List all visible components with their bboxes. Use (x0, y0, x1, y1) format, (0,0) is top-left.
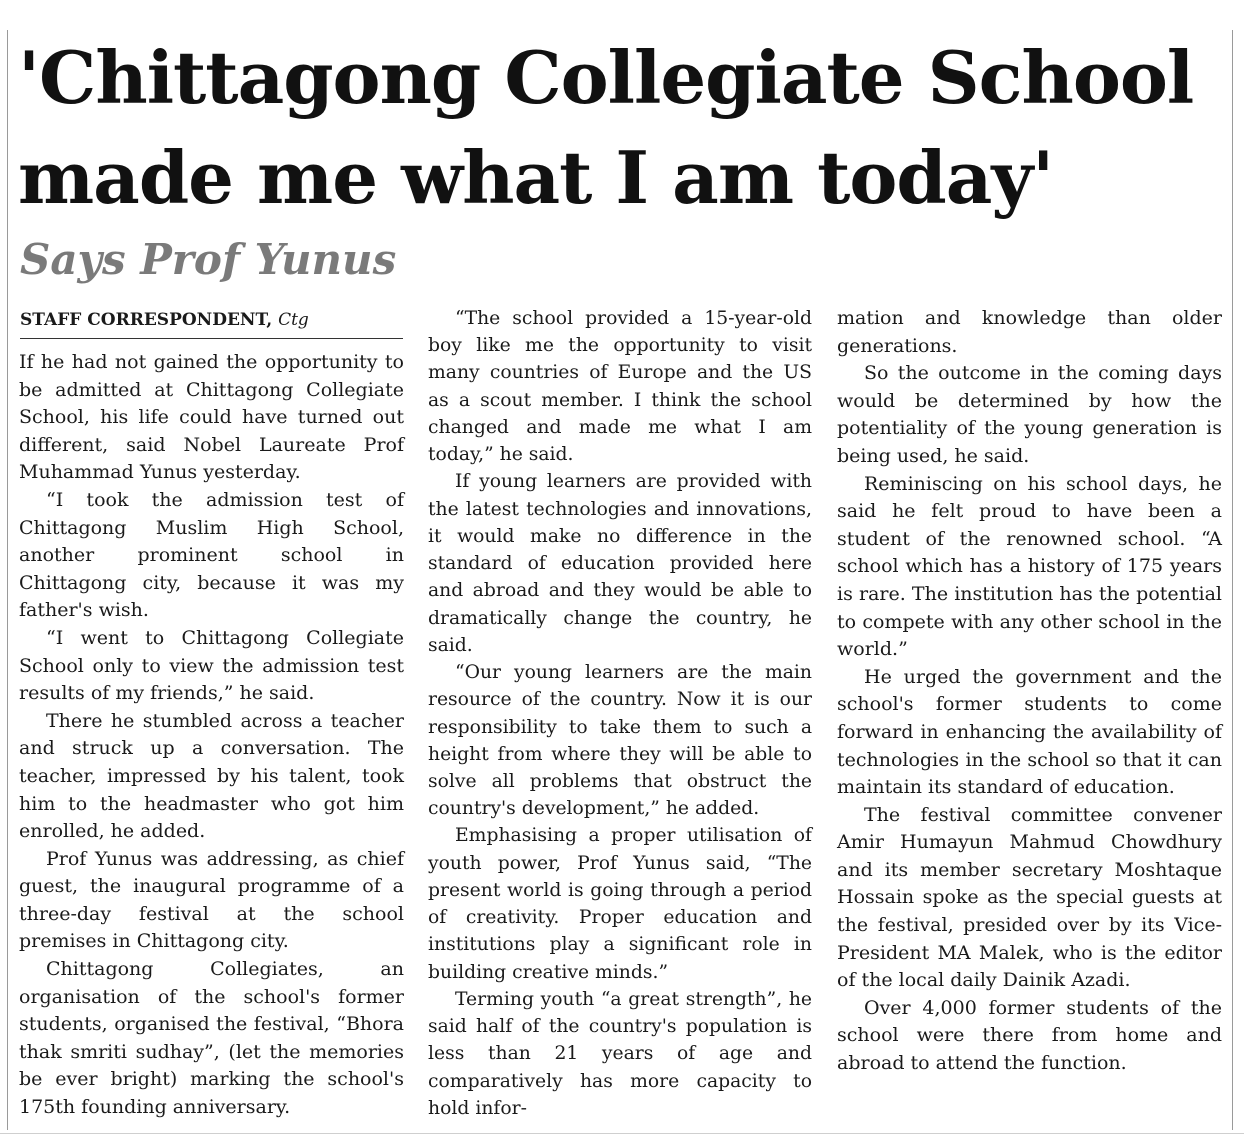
paragraph: If young learners are provided with the latest technologies and innovations, it would make no difference in the standard of education provided here and abroad and they would be able to dramatically change the country, he said. (428, 471, 812, 656)
article-column-2 (428, 305, 812, 1122)
subheadline: Says Prof Yunus (20, 235, 397, 284)
right-column-rule (1232, 30, 1233, 1130)
byline (20, 308, 403, 339)
paragraph: So the outcome in the coming days would be determined by how the potentiality of the young generation is being used, he said. (837, 362, 1222, 467)
headline (18, 28, 1228, 228)
paragraph: Reminiscing on his school days, he said he felt proud to have been a student of the renowned school. “A school which has a history of 175 years is rare. The institution has the potential to compete with any other school in the world.” (837, 472, 1222, 661)
article-column-1 (19, 349, 404, 1122)
bottom-rule (0, 1133, 1244, 1134)
paragraph: The festival committee convener Amir Humayun Mahmud Chowdhury and its member secretary Moshtaque Hossain spoke as the special guests at the festival, presided over by its Vice-President MA Malek, who is the editor of the local daily Dainik Azadi. (837, 803, 1222, 992)
headline-line-1: 'Chittagong Collegiate School (18, 35, 1194, 120)
paragraph: “I went to Chittagong Collegiate School only to view the admission test results of my friends,” he said. (19, 626, 404, 705)
paragraph: There he stumbled across a teacher and struck up a conversation. The teacher, impressed by his talent, took him to the headmaster who got him enrolled, he added. (19, 709, 404, 843)
paragraph: “I took the admission test of Chittagong Muslim High School, another prominent school in Chittagong city, because it was my father's wish. (19, 488, 404, 622)
byline-name: STAFF CORRESPONDENT, (20, 310, 273, 330)
paragraph: Over 4,000 former students of the school were there from home and abroad to attend the function. (837, 996, 1222, 1075)
paragraph: “Our young learners are the main resource of the country. Now it is our responsibility to take them to such a height from where they will be able to solve all problems that obstruct the country's development,” he added. (428, 662, 812, 820)
paragraph: “The school provided a 15-year-old boy like me the opportunity to visit many countries of Europe and the US as a scout member. I think the school changed and made me what I am today,” he said. (428, 308, 812, 466)
paragraph: Emphasising a proper utilisation of youth power, Prof Yunus said, “The present world is going through a period of creativity. Proper education and institutions play a significant role in building creative minds.” (428, 825, 812, 983)
paragraph: If he had not gained the opportunity to be admitted at Chittagong Collegiate School, his life could have turned out different, said Nobel Laureate Prof Muhammad Yunus yesterday. (19, 351, 404, 484)
paragraph: Chittagong Collegiates, an organisation of the school's former students, organised the festival, “Bhora thak smriti sudhay”, (let the memories be ever bright) marking the school's 175th founding anniversary. (19, 958, 404, 1119)
article-column-3 (837, 305, 1222, 1078)
paragraph: Prof Yunus was addressing, as chief guest, the inaugural programme of a three-day festival at the school premises in Chittagong city. (19, 847, 404, 953)
left-column-rule (7, 30, 8, 1130)
paragraph: He urged the government and the school's former students to come forward in enhancing the availability of technologies in the school so that it can maintain its standard of education. (837, 665, 1222, 799)
paragraph: Terming youth “a great strength”, he said half of the country's population is less than 21 years of age and comparatively has more capacity to hold infor- (428, 988, 812, 1119)
headline-line-2: made me what I am today' (18, 135, 1054, 220)
byline-location: Ctg (278, 310, 309, 330)
paragraph: mation and knowledge than older generations. (837, 307, 1222, 357)
